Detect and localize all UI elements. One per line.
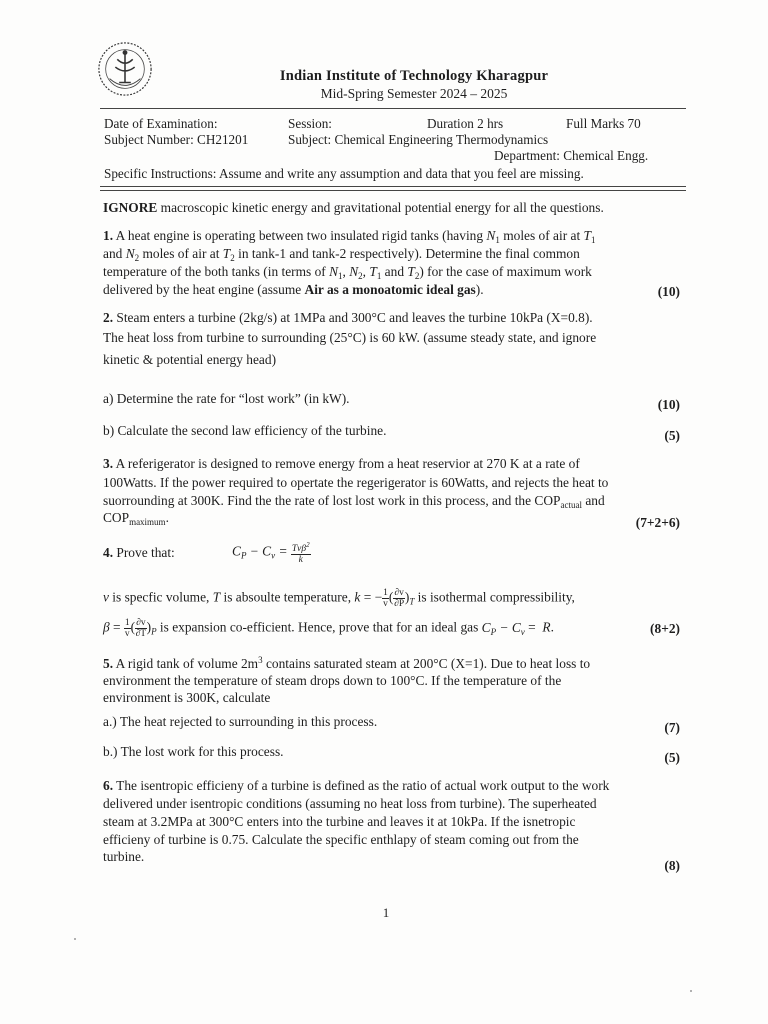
question-6-line-4: efficieny of turbine is 0.75. Calculate the specific enthlapy of steam coming out from the xyxy=(103,832,579,847)
question-5a-marks: (7) xyxy=(664,720,680,735)
question-5-line-2: environment the temperature of steam drops down to 100°C. If the temperature of the xyxy=(103,673,562,688)
question-1-number: 1. xyxy=(103,228,114,243)
cp-cv-formula: $C_P - C_v$ = $\frac{Tv\beta^2}{k}$ xyxy=(232,541,310,566)
q1-text: temperature of the both tanks (in terms of xyxy=(103,264,330,279)
q4-text: is absoulte temperature, xyxy=(220,589,355,605)
question-5-line-1: 5. A rigid tank of volume $2m^3$ contains saturated steam at 200°C (X=1). Due to heat loss to xyxy=(103,655,591,671)
q3-text: . xyxy=(165,510,169,525)
question-6-line-1 xyxy=(103,778,609,794)
q1-text: in tank-1 and tank-2 respectively). Determine the final common xyxy=(234,246,580,261)
question-1-marks: (10) xyxy=(657,284,680,299)
question-4-line-2: v is specfic volume, T is absoulte temperature, k = − $\frac{1}{v}$ ( $\frac{\partial v}{\partial P}$ )$_T$ is isothermal compressibility, xyxy=(103,588,575,609)
question-6-line-2: delivered under isentropic conditions (assuming no heat loss from turbine). The superheated xyxy=(103,796,597,811)
scan-speck xyxy=(74,938,76,940)
question-4-prove-line xyxy=(103,545,175,561)
question-2-line-1 xyxy=(103,310,593,326)
q5-text: contains saturated steam at 200°C (X=1). Due to heat loss to xyxy=(262,656,591,671)
header-rule-bottom-2 xyxy=(100,190,686,191)
question-1-line-3: temperature of the both tanks (in terms of $N_1$, $N_2$, $T_1$ and $T_2$) for the case of maximum work xyxy=(103,264,592,281)
question-3-line-4 xyxy=(103,510,169,527)
q4-text: is isothermal compressibility, xyxy=(414,589,575,605)
q3-text: A referigerator is designed to remove energy from a heat reservior at 270 K at a rate of xyxy=(113,456,580,471)
header-rule-bottom-1 xyxy=(100,186,686,187)
q6-text: The isentropic efficieny of a turbine is defined as the ratio of actual work output to the work xyxy=(113,778,610,793)
q1-text: and xyxy=(381,264,408,279)
q3-text: COP xyxy=(103,510,130,525)
question-3-line-1 xyxy=(103,456,580,472)
question-5a-text: a.) The heat rejected to surrounding in this process. xyxy=(103,714,378,729)
question-4-number: 4. xyxy=(103,545,114,560)
q2-text: Steam enters a turbine (2kg/s) at 1MPa and 300°C and leaves the turbine 10kPa (X=0.8). xyxy=(113,310,593,325)
question-1-line-1: 1. A heat engine is operating between two insulated rigid tanks (having $N_1$ moles of air at $T_1$ xyxy=(103,228,596,245)
semester-title: Mid-Spring Semester 2024 – 2025 xyxy=(320,86,508,101)
question-1-line-2: and $N_2$ moles of air at $T_2$ in tank-1 and tank-2 respectively). Determine the final common xyxy=(103,246,580,263)
specific-instructions: Specific Instructions: Assume and write any assumption and data that you feel are missing. xyxy=(104,166,584,181)
question-6-number: 6. xyxy=(103,778,114,793)
q1-text: A heat engine is operating between two insulated rigid tanks (having xyxy=(113,228,487,243)
ignore-note xyxy=(103,200,604,216)
question-2-number: 2. xyxy=(103,310,114,325)
q1-text: delivered by the heat engine (assume xyxy=(103,282,305,297)
institute-name: Indian Institute of Technology Kharagpur xyxy=(279,68,549,84)
scan-speck xyxy=(690,990,692,992)
question-3-line-3 xyxy=(103,493,605,510)
q5-text: A rigid tank of volume 2m xyxy=(113,656,259,671)
question-2-line-3: kinetic & potential energy head) xyxy=(103,352,277,367)
q3-text: suorrounding at 300K. Find the the rate of lost lost work in this process, and the COP xyxy=(103,493,561,508)
question-6-line-3: steam at 3.2MPa at 300°C enters into the turbine and leaves it at 10kPa. If the isnetropic xyxy=(103,814,576,829)
question-5-number: 5. xyxy=(103,656,114,671)
ignore-keyword: IGNORE xyxy=(103,200,158,215)
question-2b-text: b) Calculate the second law efficiency of the turbine. xyxy=(103,423,387,438)
question-5b-marks: (5) xyxy=(664,750,680,765)
question-5-line-3: environment is 300K, calculate xyxy=(103,690,271,705)
question-4-marks: (8+2) xyxy=(650,621,680,636)
q4-text: is specfic volume, xyxy=(108,589,213,605)
cop-maximum-subscript: maximum xyxy=(129,517,166,527)
q1-bold-assumption: Air as a monoatomic ideal gas xyxy=(304,282,476,297)
cop-actual-subscript: actual xyxy=(560,500,582,510)
date-of-examination-label: Date of Examination: xyxy=(104,116,218,131)
q4-text: Prove that: xyxy=(113,545,175,560)
duration-text: Duration 2 hrs xyxy=(427,116,504,131)
department-name: Department: Chemical Engg. xyxy=(494,148,649,163)
question-3-number: 3. xyxy=(103,456,114,471)
q1-text: and xyxy=(103,246,126,261)
q4-text: is expansion co-efficient. Hence, prove that for an ideal gas xyxy=(156,619,482,635)
q1-text: ). xyxy=(475,282,484,297)
question-6-line-5: turbine. xyxy=(103,849,145,864)
ignore-note-text: macroscopic kinetic energy and gravitational potential energy for all the questions. xyxy=(157,200,604,215)
q1-text: ) for the case of maximum work xyxy=(419,264,592,279)
question-3-line-2: 100Watts. If the power required to opertate the regerigerator is 60Watts, and rejects the heat to xyxy=(103,475,609,490)
question-5b-text: b.) The lost work for this process. xyxy=(103,744,284,759)
header-rule-top xyxy=(100,108,686,109)
question-2-line-2: The heat loss from turbine to surrounding (25°C) is 60 kW. (assume steady state, and ignore xyxy=(103,330,597,345)
subject-name: Subject: Chemical Engineering Thermodynamics xyxy=(288,132,549,147)
question-2a-marks: (10) xyxy=(657,397,680,412)
q3-text: and xyxy=(581,493,605,508)
session-label: Session: xyxy=(288,116,332,131)
question-2a-text: a) Determine the rate for “lost work” (in kW). xyxy=(103,391,350,406)
question-1-line-4 xyxy=(103,282,484,298)
subject-number: Subject Number: CH21201 xyxy=(104,132,249,147)
page-number: 1 xyxy=(382,905,390,920)
full-marks-text: Full Marks 70 xyxy=(566,116,641,131)
q1-text: moles of air at xyxy=(499,228,584,243)
question-6-marks: (8) xyxy=(664,858,680,873)
question-2b-marks: (5) xyxy=(664,428,680,443)
question-3-marks: (7+2+6) xyxy=(635,515,680,530)
q1-text: moles of air at xyxy=(139,246,223,261)
question-4-line-3: β = $\frac{1}{v}$ ( $\frac{\partial v}{\partial T}$ )$_P$ is expansion co-efficient. Hence, prove that for an ideal gas $C_P - C_v = R$. xyxy=(103,618,554,639)
